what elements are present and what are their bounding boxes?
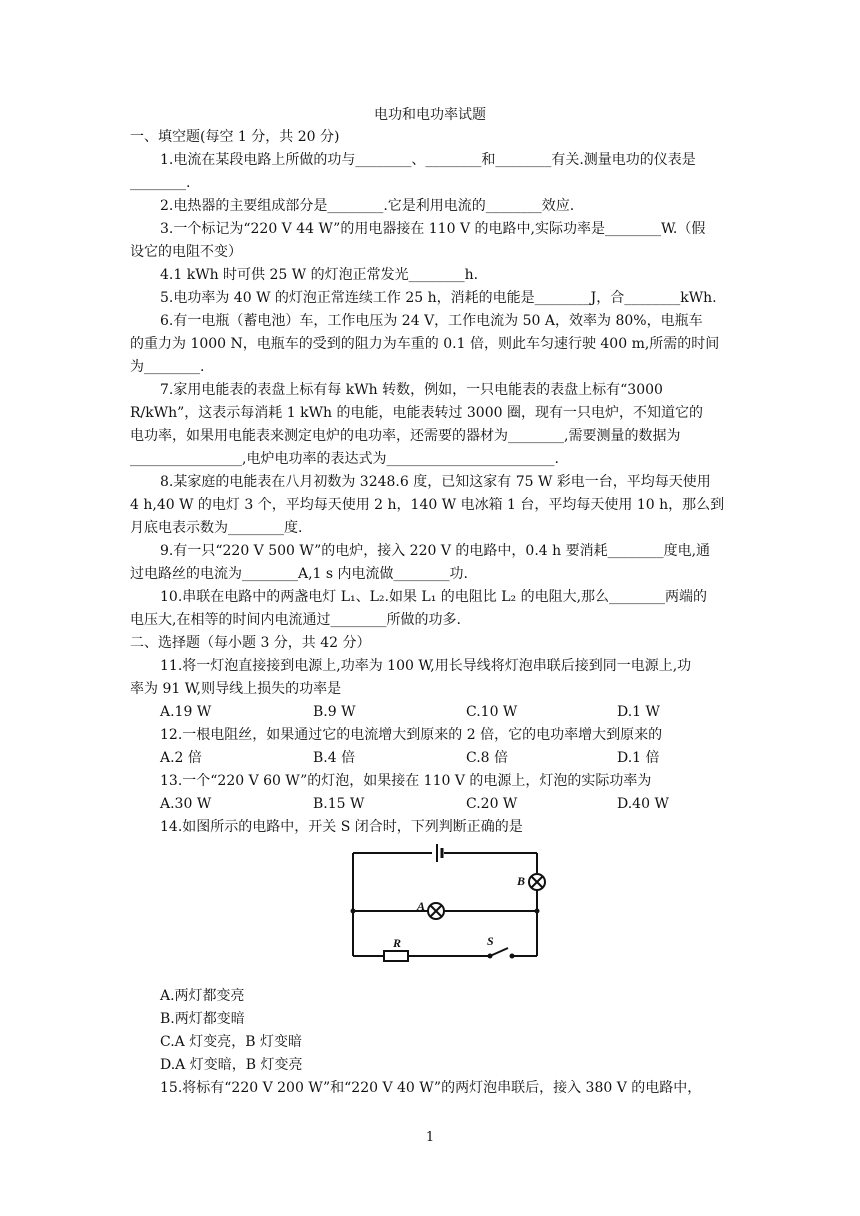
switch-contact: [488, 954, 493, 959]
option-c: C.20 W: [466, 796, 518, 812]
option-d: D.40 W: [617, 796, 669, 812]
question-11: 11.将一灯泡直接接到电源上,功率为 100 W,用长导线将灯泡串联后接到同一电源上,功: [160, 658, 692, 674]
option-a: A.两灯都变亮: [160, 988, 245, 1004]
option-d: D.1 W: [617, 704, 660, 720]
question-line: R/kWh”，这表示每消耗 1 kWh 的电能，电能表转过 3000 圈，现有一只电炉，不知道它的: [130, 405, 703, 421]
option-a: A.30 W: [160, 796, 212, 812]
question-line: 4 h,40 W 的电灯 3 个，平均每天使用 2 h，140 W 电冰箱 1 台，平均每天使用 10 h，那么到: [130, 497, 725, 513]
section-heading: 二、选择题（每小题 3 分，共 42 分）: [130, 635, 371, 651]
option-d: D.1 倍: [617, 750, 660, 766]
option-c: C.A 灯变亮，B 灯变暗: [160, 1034, 302, 1050]
switch-contact: [510, 954, 515, 959]
option-a: A.2 倍: [160, 750, 202, 766]
question-line: 9.有一只“220 V 500 W”的电炉，接入 220 V 的电路中，0.4 h 要消耗________度电,通: [160, 543, 711, 559]
question-line: 7.家用电能表的表盘上标有每 kWh 转数，例如，一只电能表的表盘上标有“3000: [160, 382, 663, 398]
switch-s: [490, 948, 508, 956]
question-line: 5.电功率为 40 W 的灯泡正常连续工作 25 h，消耗的电能是________J，合________kWh.: [160, 290, 717, 306]
question-line: 1.电流在某段电路上所做的功与________、________和________有关.测量电功的仪表是: [160, 152, 696, 168]
question-line: 的重力为 1000 N，电瓶车的受到的阻力为车重的 0.1 倍，则此车匀速行驶 400 m,所需的时间: [130, 336, 720, 352]
question-line: 6.有一电瓶（蓄电池）车，工作电压为 24 V，工作电流为 50 A，效率为 80%，电瓶车: [160, 313, 703, 329]
question-line: 8.某家庭的电能表在八月初数为 3248.6 度，已知这家有 75 W 彩电一台，平均每天使用: [160, 474, 711, 490]
label-a: A: [417, 899, 426, 913]
question-13: 13.一个“220 V 60 W”的灯泡，如果接在 110 V 的电源上，灯泡的实际功率为: [160, 773, 652, 789]
question-line: ________.: [130, 175, 191, 191]
question-line: 电功率，如果用电能表来测定电炉的电功率，还需要的器材为________,需要测量的数据为: [130, 428, 681, 444]
question-line: 3.一个标记为“220 V 44 W”的用电器接在 110 V 的电路中,实际功率是________W.（假: [160, 221, 706, 237]
question-line: ________________,电炉电功率的表达式为________________________.: [130, 451, 559, 467]
option-d: D.A 灯变暗，B 灯变亮: [160, 1057, 303, 1073]
option-b: B.4 倍: [313, 750, 356, 766]
page-number: 1: [425, 1130, 435, 1145]
option-b: B.15 W: [313, 796, 365, 812]
question-14: 14.如图所示的电路中，开关 S 闭合时，下列判断正确的是: [160, 819, 523, 835]
question-line: 设它的电阻不变）: [130, 244, 242, 260]
option-b: B.9 W: [313, 704, 356, 720]
option-c: C.10 W: [466, 704, 518, 720]
question-line: 月底电表示数为________度.: [130, 520, 303, 536]
circuit-diagram: [340, 838, 560, 972]
question-line: 过电路丝的电流为________A,1 s 内电流做________功.: [130, 566, 469, 582]
option-c: C.8 倍: [466, 750, 509, 766]
resistor-r: [384, 951, 408, 961]
option-b: B.两灯都变暗: [160, 1011, 245, 1027]
question-line: 4.1 kWh 时可供 25 W 的灯泡正常发光________h.: [160, 267, 479, 283]
option-a: A.19 W: [160, 704, 212, 720]
label-b: B: [517, 874, 526, 888]
question-line: 为________.: [130, 359, 205, 375]
question-line: 2.电热器的主要组成部分是________.它是利用电流的________效应.: [160, 198, 575, 214]
page-title: 电功和电功率试题: [374, 107, 486, 123]
label-s: S: [487, 934, 494, 948]
label-r: R: [393, 936, 402, 950]
section-heading: 一、填空题(每空 1 分，共 20 分): [130, 129, 340, 145]
question-12: 12.一根电阻丝，如果通过它的电流增大到原来的 2 倍，它的电功率增大到原来的: [160, 727, 663, 743]
question-line: 电压大,在相等的时间内电流通过________所做的功多.: [130, 612, 461, 628]
question-15: 15.将标有“220 V 200 W”和“220 V 40 W”的两灯泡串联后，接入 380 V 的电路中，: [160, 1080, 702, 1096]
junction-dot: [535, 909, 540, 914]
junction-dot: [351, 909, 356, 914]
question-11-cont: 率为 91 W,则导线上损失的功率是: [130, 681, 342, 697]
question-line: 10.串联在电路中的两盏电灯 L₁、L₂.如果 L₁ 的电阻比 L₂ 的电阻大,那么________两端的: [160, 589, 708, 605]
